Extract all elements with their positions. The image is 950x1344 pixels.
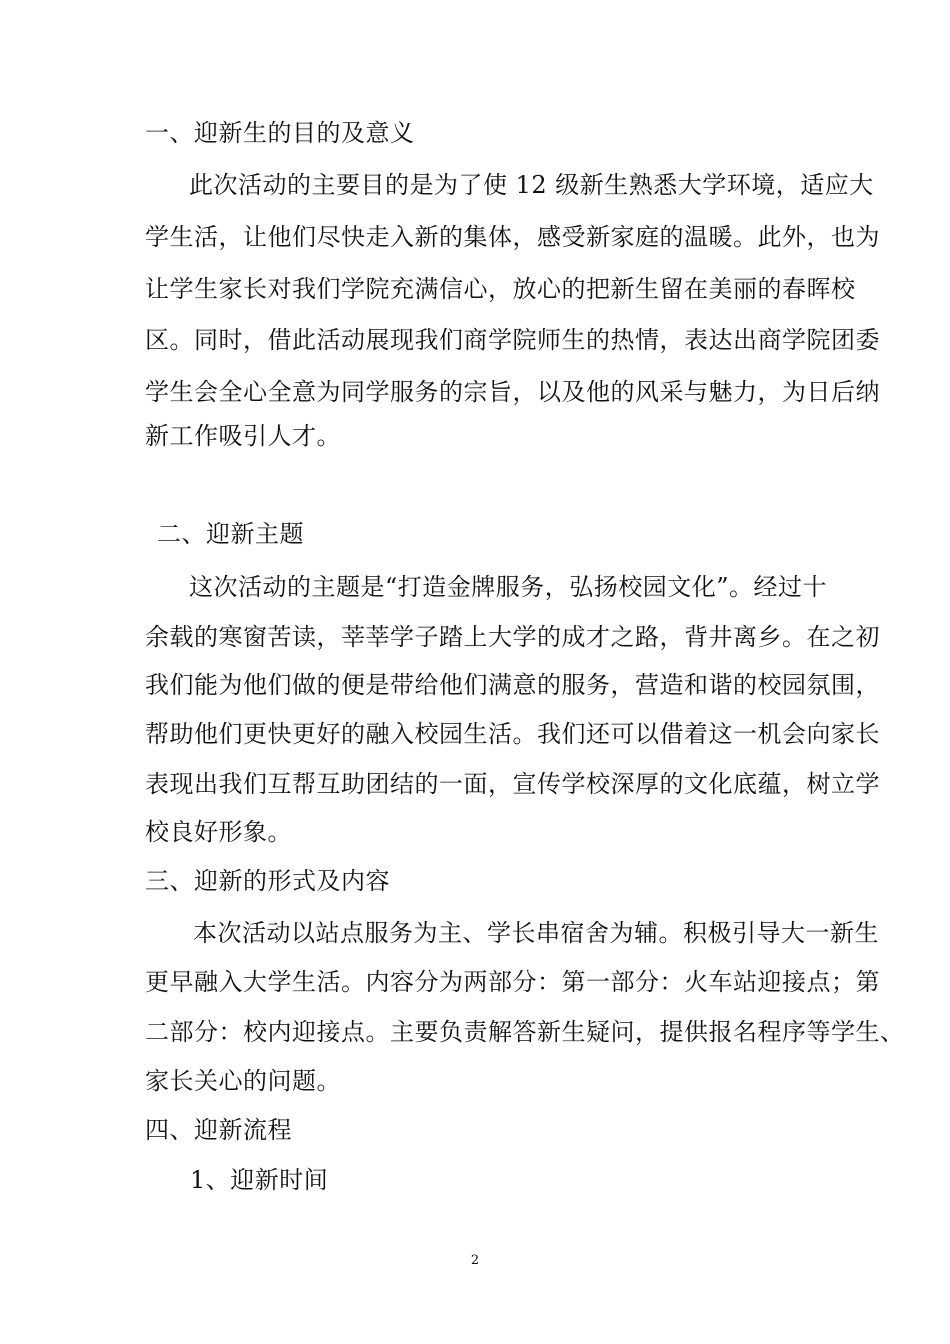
paragraph-line: 表现出我们互帮互助团结的一面，宣传学校深厚的文化底蕴，树立学 (145, 770, 880, 798)
paragraph-line: 校良好形象。 (145, 818, 292, 846)
paragraph-line: 家长关心的问题。 (145, 1067, 341, 1095)
paragraph-line: 新工作吸引人才。 (145, 422, 341, 450)
paragraph-line: 此次活动的主要目的是为了使 12 级新生熟悉大学环境，适应大 (189, 171, 874, 199)
paragraph-line: 区。同时，借此活动展现我们商学院师生的热情，表达出商学院团委 (145, 326, 880, 354)
paragraph-line: 帮助他们更快更好的融入校园生活。我们还可以借着这一机会向家长 (145, 720, 880, 748)
paragraph-line: 二部分：校内迎接点。主要负责解答新生疑问，提供报名程序等学生、 (145, 1018, 905, 1046)
section-heading-purpose: 一、迎新生的目的及意义 (145, 119, 415, 147)
page-number: 2 (470, 1253, 480, 1268)
subheading-welcome-time: 1、迎新时间 (190, 1166, 329, 1194)
paragraph-line: 这次活动的主题是“打造金牌服务，弘扬校园文化”。经过十 (189, 573, 828, 601)
paragraph-line: 让学生家长对我们学院充满信心，放心的把新生留在美丽的春晖校 (145, 275, 856, 303)
paragraph-line: 本次活动以站点服务为主、学长串宿舍为辅。积极引导大一新生 (193, 919, 879, 947)
section-heading-process: 四、迎新流程 (145, 1116, 292, 1144)
paragraph-line: 我们能为他们做的便是带给他们满意的服务，营造和谐的校园氛围， (145, 671, 880, 699)
paragraph-line: 学生会全心全意为同学服务的宗旨，以及他的风采与魅力，为日后纳 (145, 378, 880, 406)
paragraph-line: 更早融入大学生活。内容分为两部分：第一部分：火车站迎接点；第 (145, 968, 880, 996)
paragraph-line: 学生活，让他们尽快走入新的集体，感受新家庭的温暖。此外，也为 (145, 223, 880, 251)
section-heading-theme: 二、迎新主题 (157, 520, 304, 548)
paragraph-line: 余载的寒窗苦读，莘莘学子踏上大学的成才之路，背井离乡。在之初 (145, 623, 880, 651)
section-heading-format: 三、迎新的形式及内容 (145, 867, 390, 895)
